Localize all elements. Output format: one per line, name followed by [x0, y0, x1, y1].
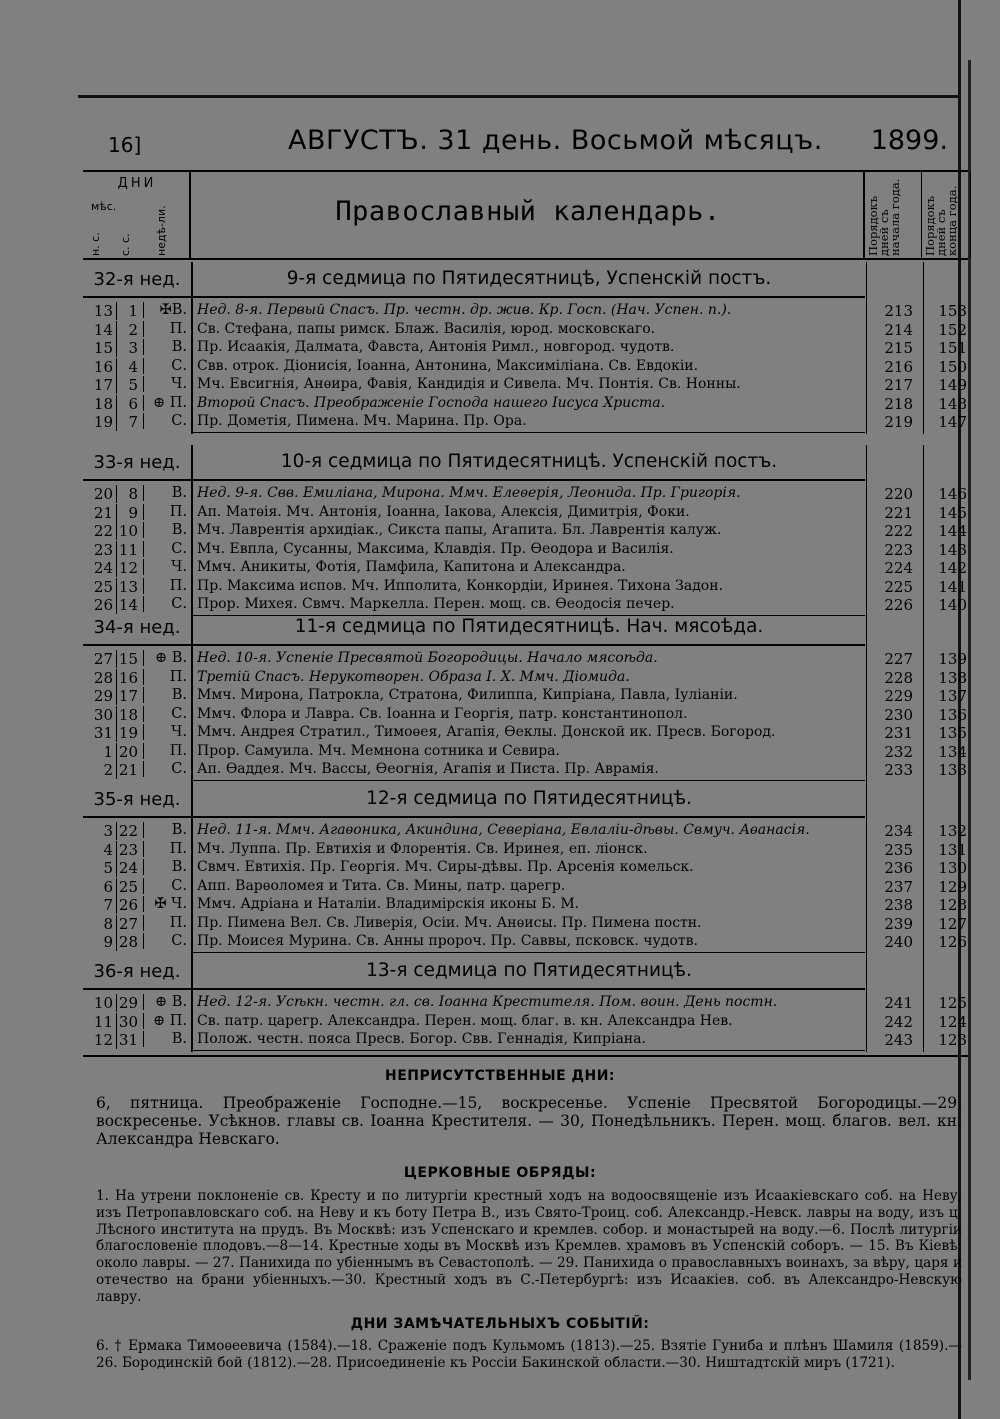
weekday: В. [143, 485, 189, 501]
calendar-row [83, 1013, 968, 1032]
calendar-row [83, 743, 968, 762]
saints-text: Св. Стефана, папы римск. Блаж. Василія, юрод. московскаго. [197, 320, 656, 337]
day-from-end: 139 [938, 650, 967, 668]
day-from-start: 227 [884, 650, 913, 668]
day-from-start: 222 [884, 522, 913, 540]
day-from-start: 216 [884, 357, 913, 376]
days-column-header [83, 172, 191, 258]
day-from-start: 230 [884, 705, 913, 724]
section-text: 6. † Ермака Тимоѳеевича (1584).—18. Сраженіе подъ Кульмомъ (1813).—25. Взятіе Гуниба и плѣнъ Шамиля (1859).—26. Бородинскій бой (1812).—28. Присоединеніе къ Россіи Бакинской области.—30. Ништадтскій миръ (1721). [96, 1338, 962, 1371]
calendar-row [83, 395, 968, 414]
day-from-start: 239 [884, 914, 913, 933]
calendar-row [83, 339, 968, 358]
weekday: В. [143, 1031, 189, 1047]
saints-text: Св. патр. царегр. Александра. Перен. мощ. благ. в. кн. Александра Нев. [197, 1012, 733, 1029]
day-from-end: 148 [938, 394, 967, 413]
weekday: ✠ Ч. [143, 896, 189, 912]
calendar-row [83, 687, 968, 706]
new-style-date: 27 [116, 915, 140, 933]
saints-text: Свмч. Евтихія. Пр. Георгія. Мч. Сиры-дѣвы. Пр. Арсенія комельск. [197, 859, 694, 875]
new-style-date: 9 [116, 504, 140, 522]
day-from-end: 123 [938, 1031, 967, 1049]
new-style-date: 30 [116, 1013, 140, 1031]
day-from-end: 147 [938, 413, 967, 431]
calendar-row [83, 504, 968, 523]
weekday: П. [143, 841, 189, 857]
day-from-end: 152 [938, 320, 967, 339]
saints-text: Пр. Пимена Вел. Св. Ливерія, Осіи. Мч. Анѳисы. Пр. Пимена постн. [197, 914, 702, 931]
weekday: С. [143, 933, 189, 949]
calendar-row [83, 915, 968, 934]
weekday: В. [143, 687, 189, 703]
new-style-date: 22 [116, 822, 140, 840]
day-from-start: 240 [884, 933, 913, 951]
saints-text: Полож. честн. пояса Пресв. Богор. Свв. Геннадія, Кипріана. [197, 1031, 646, 1047]
old-style-date: 9 [103, 933, 113, 951]
day-from-end: 126 [938, 933, 967, 951]
old-style-date: 1 [103, 742, 113, 761]
old-style-date: 17 [93, 376, 113, 394]
week-label: 36-я нед. [83, 954, 191, 990]
day-from-end: 144 [938, 522, 967, 540]
day-from-end: 133 [938, 761, 967, 779]
week-title: 11-я седмица по Пятидесятницѣ. Нач. мясоѣда. [193, 610, 865, 646]
new-style-date: 31 [116, 1031, 140, 1049]
calendar-row [83, 859, 968, 878]
weekday: В. [143, 859, 189, 875]
day-from-start: 228 [884, 668, 913, 687]
saints-text: Нед. 12-я. Усѣкн. честн. гл. св. Іоанна Крестителя. Пом. воин. День постн. [197, 994, 778, 1010]
old-style-date: 3 [103, 822, 113, 840]
calendar-row [83, 376, 968, 395]
weekday: П. [143, 743, 189, 759]
calendar-row [83, 541, 968, 560]
weekday: Ч. [143, 724, 189, 740]
old-style-date: 12 [93, 1031, 113, 1049]
saints-text: Пр. Моисея Мурина. Св. Анны пророч. Пр. Саввы, псковск. чудотв. [197, 933, 698, 949]
old-style-date: 4 [103, 840, 113, 859]
weekday: С. [143, 541, 189, 557]
old-style-date: 2 [103, 761, 113, 779]
day-from-end: 141 [938, 577, 967, 596]
weekday: П. [143, 321, 189, 337]
new-style-date: 29 [116, 994, 140, 1012]
day-from-end: 143 [938, 540, 967, 559]
calendar-row [83, 706, 968, 725]
day-from-end: 132 [938, 822, 967, 840]
table-bottom-rule [83, 1055, 968, 1057]
mes-label: мѣс. [91, 200, 117, 213]
saints-text: Нед. 8-я. Первый Спасъ. Пр. честн. др. жив. Кр. Госп. (Нач. Успен. п.). [197, 302, 732, 318]
day-from-start: 224 [884, 559, 913, 577]
page-title: АВГУСТЪ. 31 день. Восьмой мѣсяцъ. [288, 125, 823, 156]
saints-text: Ммч. Андрея Стратил., Тимоѳея, Агапія, Ѳеклы. Донской ик. Пресв. Богород. [197, 724, 776, 740]
old-style-date: 15 [93, 339, 113, 357]
page-edge [968, 60, 971, 1380]
weekday: С. [143, 878, 189, 894]
weekday: В. [143, 822, 189, 838]
saints-text: Нед. 9-я. Свв. Емиліана, Мирона. Ммч. Елеѳерія, Леонида. Пр. Григорія. [197, 485, 741, 501]
saints-text: Ммч. Флора и Лавра. Св. Іоанна и Георгія, патр. константинопол. [197, 705, 688, 722]
day-from-start: 231 [884, 724, 913, 742]
saints-text: Третій Спасъ. Нерукотворен. Образа І. Х. Ммч. Діомида. [197, 668, 630, 685]
weekday: В. [143, 339, 189, 355]
day-from-start: 221 [884, 503, 913, 522]
day-from-start: 241 [884, 994, 913, 1012]
old-style-date: 26 [93, 596, 113, 614]
ss-label: с. с. [119, 233, 132, 256]
week-label: 35-я нед. [83, 782, 191, 818]
day-from-end: 145 [938, 503, 967, 522]
old-style-date: 28 [93, 668, 113, 687]
day-from-end: 140 [938, 596, 967, 614]
saints-text: Ммч. Аникиты, Фотія, Памфила, Капитона и Александра. [197, 559, 626, 575]
day-from-start: 229 [884, 687, 913, 705]
new-style-date: 20 [116, 743, 140, 761]
new-style-date: 14 [116, 596, 140, 614]
calendar-row [83, 302, 968, 321]
saints-text: Апп. Варѳоломея и Тита. Св. Мины, патр. царегр. [197, 877, 566, 894]
order-start-label: Порядокъ дней съ начала года. [866, 172, 922, 258]
day-from-end: 128 [938, 896, 967, 914]
new-style-date: 28 [116, 933, 140, 951]
calendar-row [83, 841, 968, 860]
new-style-date: 1 [116, 302, 140, 320]
new-style-date: 6 [116, 395, 140, 413]
old-style-date: 18 [93, 394, 113, 413]
week-title: 9-я седмица по Пятидесятницѣ, Успенскій постъ. [193, 262, 865, 298]
day-from-start: 220 [884, 485, 913, 503]
day-from-start: 217 [884, 376, 913, 394]
day-from-start: 234 [884, 822, 913, 840]
week-label: 34-я нед. [83, 610, 191, 646]
day-from-start: 214 [884, 320, 913, 339]
weekday: П. [143, 578, 189, 594]
section-title: ДНИ ЗАМѢЧАТЕЛЬНЫХЪ СОБЫТІЙ: [350, 1316, 650, 1332]
saints-text: Мч. Луппа. Пр. Евтихія и Флорентія. Св. Иринея, еп. ліонск. [197, 840, 648, 857]
page-number: 16] [108, 133, 142, 157]
week-title: 12-я седмица по Пятидесятницѣ. [193, 782, 865, 818]
ns-label: н. с. [89, 232, 102, 256]
saints-text: Второй Спасъ. Преображеніе Господа нашего Іисуса Христа. [197, 394, 666, 411]
day-from-start: 243 [884, 1031, 913, 1049]
saints-text: Ммч. Мирона, Патрокла, Стратона, Филиппа, Кипріана, Павла, Іуліаніи. [197, 687, 738, 703]
saints-text: Пр. Дометія, Пимена. Мч. Марина. Пр. Ора. [197, 413, 527, 429]
old-style-date: 11 [93, 1012, 113, 1031]
saints-text: Ап. Ѳаддея. Мч. Вассы, Ѳеогнія, Агапія и Писта. Пр. Аврамія. [197, 761, 659, 777]
new-style-date: 12 [116, 559, 140, 577]
day-from-end: 130 [938, 859, 967, 877]
saints-text: Мч. Евпла, Сусанны, Максима, Клавдія. Пр. Ѳеодора и Василія. [197, 540, 674, 557]
weekday: ✠В. [143, 302, 189, 318]
new-style-date: 17 [116, 687, 140, 705]
day-from-end: 151 [938, 339, 967, 357]
saints-text: Пр. Исаакія, Далмата, Фавста, Антонія Римл., новгород. чудотв. [197, 339, 675, 355]
calendar-row [83, 822, 968, 841]
old-style-date: 23 [93, 540, 113, 559]
new-style-date: 26 [116, 896, 140, 914]
calendar-title: Православный календарь. [193, 172, 865, 258]
saints-text: Ммч. Адріана и Наталіи. Владимірскія иконы Б. М. [197, 896, 580, 912]
day-from-start: 225 [884, 577, 913, 596]
dni-label: ДНИ [117, 176, 157, 191]
page-year: 1899. [870, 125, 948, 156]
weekday: С. [143, 413, 189, 429]
day-from-start: 226 [884, 596, 913, 614]
week-block [83, 262, 968, 434]
saints-text: Нед. 10-я. Успеніе Пресвятой Богородицы. Начало мясоѣда. [197, 650, 658, 666]
weekday: С. [143, 761, 189, 777]
day-from-start: 213 [884, 302, 913, 320]
weekday: С. [143, 596, 189, 612]
week-bottom-rule [193, 780, 865, 781]
new-style-date: 7 [116, 413, 140, 431]
new-style-date: 24 [116, 859, 140, 877]
day-from-start: 219 [884, 413, 913, 431]
day-from-end: 129 [938, 877, 967, 896]
day-from-end: 135 [938, 724, 967, 742]
day-from-end: 124 [938, 1012, 967, 1031]
weekday: С. [143, 358, 189, 374]
new-style-date: 10 [116, 522, 140, 540]
saints-text: Свв. отрок. Діонисія, Іоанна, Антонина, Максиміліана. Св. Евдокіи. [197, 357, 699, 374]
day-from-end: 142 [938, 559, 967, 577]
weekday: П. [143, 504, 189, 520]
week-block [83, 782, 968, 954]
old-style-date: 7 [103, 896, 113, 914]
column-header [83, 170, 968, 260]
calendar-row [83, 559, 968, 578]
calendar-row [83, 878, 968, 897]
new-style-date: 21 [116, 761, 140, 779]
day-from-end: 138 [938, 668, 967, 687]
week-title: 10-я седмица по Пятидесятницѣ. Успенскій постъ. [193, 445, 865, 481]
old-style-date: 30 [93, 705, 113, 724]
saints-text: Мч. Евсигнія, Анѳира, Фавія, Кандидія и Сивела. Мч. Понтія. Св. Нонны. [197, 376, 741, 392]
week-label: 32-я нед. [83, 262, 191, 298]
old-style-date: 10 [93, 994, 113, 1012]
day-from-end: 127 [938, 914, 967, 933]
new-style-date: 5 [116, 376, 140, 394]
week-block [83, 954, 968, 1052]
old-style-date: 8 [103, 914, 113, 933]
weekday: П. [143, 669, 189, 685]
weekday: П. [143, 915, 189, 931]
day-from-start: 238 [884, 896, 913, 914]
weekday: ⊕ П. [143, 1013, 189, 1029]
old-style-date: 21 [93, 503, 113, 522]
new-style-date: 25 [116, 878, 140, 896]
day-from-end: 149 [938, 376, 967, 394]
old-style-date: 13 [93, 302, 113, 320]
new-style-date: 23 [116, 841, 140, 859]
new-style-date: 11 [116, 541, 140, 559]
calendar-row [83, 321, 968, 340]
old-style-date: 31 [93, 724, 113, 742]
old-style-date: 22 [93, 522, 113, 540]
day-from-end: 146 [938, 485, 967, 503]
day-from-start: 233 [884, 761, 913, 779]
day-from-end: 150 [938, 357, 967, 376]
saints-text: Прор. Самуила. Мч. Мемнона сотника и Севира. [197, 742, 560, 759]
day-from-start: 215 [884, 339, 913, 357]
old-style-date: 6 [103, 877, 113, 896]
day-from-end: 137 [938, 687, 967, 705]
saints-text: Нед. 11-я. Ммч. Агаѳоника, Акиндина, Северіана, Евлаліи-дѣвы. Свмуч. Аѳанасія. [197, 822, 810, 838]
old-style-date: 5 [103, 859, 113, 877]
week-block [83, 610, 968, 782]
weekday: ⊕ В. [143, 650, 189, 666]
new-style-date: 3 [116, 339, 140, 357]
new-style-date: 13 [116, 578, 140, 596]
calendar-row [83, 896, 968, 915]
day-from-start: 218 [884, 394, 913, 413]
weekday: С. [143, 706, 189, 722]
weekday: Ч. [143, 376, 189, 392]
old-style-date: 29 [93, 687, 113, 705]
day-from-start: 235 [884, 840, 913, 859]
old-style-date: 20 [93, 485, 113, 503]
weekday: В. [143, 522, 189, 538]
day-from-start: 237 [884, 877, 913, 896]
order-end-label: Порядокъ дней съ конца года. [923, 172, 971, 258]
new-style-date: 4 [116, 358, 140, 376]
old-style-date: 14 [93, 320, 113, 339]
calendar-row [83, 413, 968, 432]
old-style-date: 19 [93, 413, 113, 431]
new-style-date: 15 [116, 650, 140, 668]
day-from-end: 131 [938, 840, 967, 859]
saints-text: Ап. Матѳія. Мч. Антонія, Іоанна, Іакова, Алексія, Димитрія, Фоки. [197, 503, 690, 520]
day-from-end: 134 [938, 742, 967, 761]
calendar-row [83, 724, 968, 743]
day-from-start: 242 [884, 1012, 913, 1031]
week-bottom-rule [193, 952, 865, 953]
saints-text: Прор. Михея. Свмч. Маркелла. Перен. мощ. св. Ѳеодосія печер. [197, 596, 675, 612]
calendar-row [83, 669, 968, 688]
week-bottom-rule [193, 1050, 865, 1051]
day-from-end: 153 [938, 302, 967, 320]
old-style-date: 16 [93, 357, 113, 376]
day-from-end: 125 [938, 994, 967, 1012]
weekday: Ч. [143, 559, 189, 575]
weekday: ⊕ П. [143, 395, 189, 411]
calendar-row [83, 650, 968, 669]
page-header [78, 117, 958, 165]
day-from-end: 136 [938, 705, 967, 724]
calendar-row [83, 522, 968, 541]
old-style-date: 24 [93, 559, 113, 577]
saints-text: Мч. Лаврентія архидіак., Сикста папы, Агапита. Бл. Лаврентія калуж. [197, 522, 722, 538]
new-style-date: 2 [116, 321, 140, 339]
calendar-row [83, 485, 968, 504]
day-from-start: 236 [884, 859, 913, 877]
calendar-row [83, 578, 968, 597]
week-label: 33-я нед. [83, 445, 191, 481]
day-from-start: 232 [884, 742, 913, 761]
old-style-date: 27 [93, 650, 113, 668]
calendar-row [83, 761, 968, 780]
new-style-date: 18 [116, 706, 140, 724]
calendar-row [83, 933, 968, 952]
saints-text: Пр. Максима испов. Мч. Ипполита, Конкордіи, Иринея. Тихона Задон. [197, 577, 724, 594]
new-style-date: 16 [116, 669, 140, 687]
section-title: НЕПРИСУТСТВЕННЫЕ ДНИ: [384, 1068, 616, 1084]
week-title: 13-я седмица по Пятидесятницѣ. [193, 954, 865, 990]
calendar-row [83, 994, 968, 1013]
calendar-row [83, 358, 968, 377]
new-style-date: 19 [116, 724, 140, 742]
old-style-date: 25 [93, 577, 113, 596]
section-title: ЦЕРКОВНЫЕ ОБРЯДЫ: [403, 1165, 597, 1181]
new-style-date: 8 [116, 485, 140, 503]
week-block [83, 445, 968, 617]
day-from-start: 223 [884, 540, 913, 559]
calendar-row [83, 1031, 968, 1050]
section-text: 1. На утрени поклоненіе св. Кресту и по литургіи крестный ходъ на водоосвященіе изъ Исаакіевскаго соб. на Неву, изъ Петропавловскаго соб. на Неву и къ боту Петра В., изъ Свято-Троиц. соб. Александр.-Невск. лавры на воду, изъ ц. Лѣсного института на прудъ. Въ Москвѣ: изъ Успенскаго и кремлев. собор. и монастырей на воду.—6. Послѣ литургіи благословеніе плодовъ.—8—14. Крестные ходы въ Москвѣ изъ Кремлев. храмовъ въ Успенскій соборъ. — 15. Въ Кіевѣ: около лавры. — 27. Панихида по убіеннымъ въ Севастополѣ. — 29. Панихида о православныхъ воинахъ, за вѣру, царя и отечество на брани убіенныхъ.—30. Крестный ходъ въ С.-Петербургѣ: изъ Исаакіев. соб. въ Александро-Невскую лавру. [96, 1188, 962, 1305]
nedeli-label: недѣ-ли. [155, 205, 168, 256]
week-bottom-rule [193, 432, 865, 433]
weekday: ⊕ В. [143, 994, 189, 1010]
section-text: 6, пятница. Преображеніе Господне.—15, воскресенье. Успеніе Пресвятой Богородицы.—29, воскресенье. Усѣкнов. главы св. Іоанна Крестителя. — 30, Понедѣльникъ. Перен. мощ. благов. вел. кн. Александра Невскаго. [96, 1094, 962, 1148]
